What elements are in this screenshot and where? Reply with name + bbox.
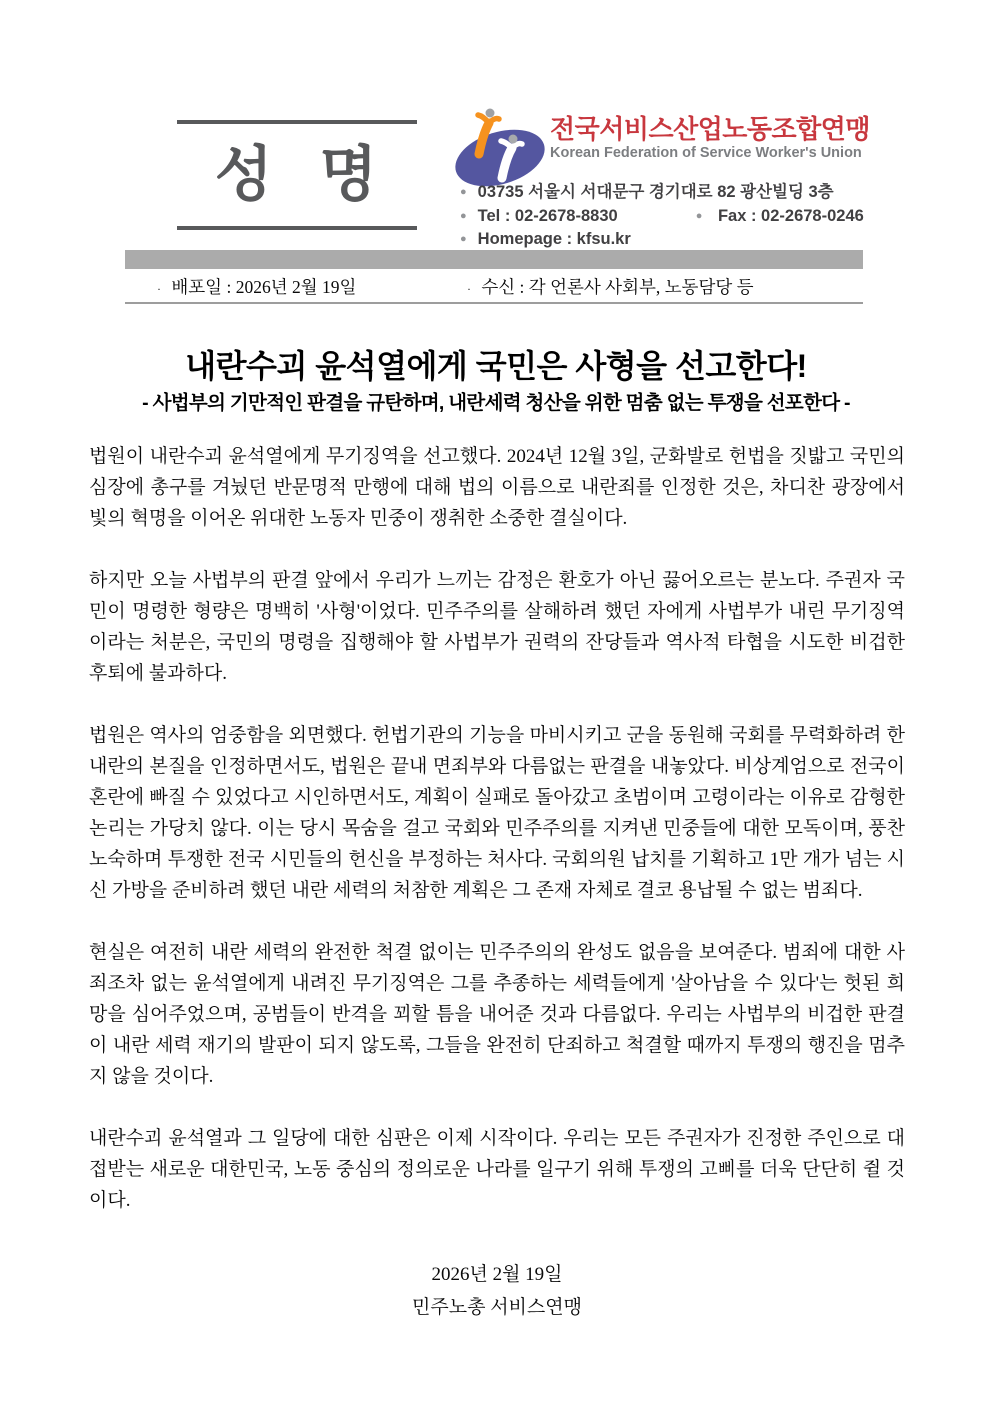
bullet-icon: ● <box>460 233 467 245</box>
org-header <box>452 106 872 248</box>
org-address: 03735 서울시 서대문구 경기대로 82 광산빌딩 3층 <box>477 183 834 201</box>
org-address-row <box>460 182 872 206</box>
statement-paragraph: 법원은 역사의 엄중함을 외면했다. 헌법기관의 기능을 마비시키고 군을 동원해 국회를 무력화하려 한 내란의 본질을 인정하면서도, 법원은 끝내 면죄부와 다름없는 판결을 내놓았다. 비상계엄으로 전국이 혼란에 빠질 수 있었다고 시인하면서도, 계획이 실패로 돌아갔고 초범이며 고령이라는 이유로 감형한 논리는 가당치 않다. 이는 당시 목숨을 걸고 국회와 민주주의를 지켜낸 민중들에 대한 모독이며, 풍찬노숙하며 투쟁한 전국 시민들의 헌신을 부정하는 처사다. 국회의원 납치를 기획하고 1만 개가 넘는 시신 가방을 준비하려 했던 내란 세력의 처참한 계획은 그 존재 자체로 결코 용납될 수 없는 범죄다. <box>89 725 905 901</box>
signature-block <box>89 1258 905 1324</box>
header-rule-bottom <box>177 226 417 230</box>
statement-date: 2026년 2월 19일 <box>431 1264 563 1285</box>
org-tel: Tel : 02-2678-8830 <box>477 206 618 225</box>
statement-title: 내란수괴 윤석열에게 국민은 사형을 선고한다! <box>185 348 807 384</box>
dot-bullet-icon: · <box>157 282 161 296</box>
statement-header-box <box>177 120 417 230</box>
statement-paragraphs <box>89 441 905 1216</box>
statement-paragraph: 하지만 오늘 사법부의 판결 앞에서 우리가 느끼는 감정은 환호가 아닌 끓어오르는 분노다. 주권자 국민이 명령한 형량은 명백히 '사형'이었다. 민주주의를 살해하려 했던 자에게 사법부가 내린 무기징역이라는 처분은, 국민의 명령을 집행해야 할 사법부가 권력의 잔당들과 역사적 타협을 시도한 비겁한 후퇴에 불과하다. <box>89 570 905 684</box>
release-date-label <box>157 274 356 299</box>
separator-bar <box>125 250 863 269</box>
org-contact-block <box>460 182 872 253</box>
statement-body <box>89 441 905 1324</box>
recipient-text: 수신 : 각 언론사 사회부, 노동담당 등 <box>481 277 754 297</box>
org-homepage: Homepage : kfsu.kr <box>477 230 631 248</box>
distribution-meta-row <box>125 271 863 304</box>
org-name-english: Korean Federation of Service Worker's Union <box>550 145 862 161</box>
statement-signature: 민주노총 서비스연맹 <box>412 1297 582 1318</box>
statement-subtitle: - 사법부의 기만적인 판결을 규탄하며, 내란세력 청산을 위한 멈춤 없는 투쟁을 선포한다 - <box>142 392 850 414</box>
bullet-icon: ● <box>460 186 467 198</box>
dot-bullet-icon: · <box>467 282 471 296</box>
statement-paragraph: 현실은 여전히 내란 세력의 완전한 척결 없이는 민주주의의 완성도 없음을 보여준다. 범죄에 대한 사죄조차 없는 윤석열에게 내려진 무기징역은 그를 추종하는 세력들에게 '살아남을 수 있다'는 헛된 희망을 심어주었으며, 공범들이 반격을 꾀할 틈을 내어준 것과 다름없다. 우리는 사법부의 비겁한 판결이 내란 세력 재기의 발판이 되지 않도록, 그들을 완전히 단죄하고 척결할 때까지 투쟁의 행진을 멈추지 않을 것이다. <box>89 942 905 1087</box>
statement-paragraph: 법원이 내란수괴 윤석열에게 무기징역을 선고했다. 2024년 12월 3일, 군화발로 헌법을 짓밟고 국민의 심장에 총구를 겨눴던 반문명적 만행에 대해 법의 이름으로 내란죄를 인정한 것은, 차디찬 광장에서 빛의 혁명을 이어온 위대한 노동자 민중이 쟁취한 소중한 결실이다. <box>89 446 905 529</box>
bullet-icon: ● <box>695 209 703 222</box>
bullet-icon: ● <box>460 209 467 222</box>
org-name-korean: 전국서비스산업노동조합연맹 <box>550 114 871 144</box>
statement-type-label: 성 명 <box>214 141 380 208</box>
org-homepage-row <box>460 229 872 253</box>
org-phone-row <box>460 206 872 230</box>
recipient-label <box>467 274 754 299</box>
release-date-text: 배포일 : 2026년 2월 19일 <box>171 277 357 297</box>
statement-paragraph: 내란수괴 윤석열과 그 일당에 대한 심판은 이제 시작이다. 우리는 모든 주권자가 진정한 주인으로 대접받는 새로운 대한민국, 노동 중심의 정의로운 나라를 일구기 위해 투쟁의 고삐를 더욱 단단히 쥘 것이다. <box>89 1128 905 1211</box>
org-fax: Fax : 02-2678-0246 <box>717 206 864 225</box>
